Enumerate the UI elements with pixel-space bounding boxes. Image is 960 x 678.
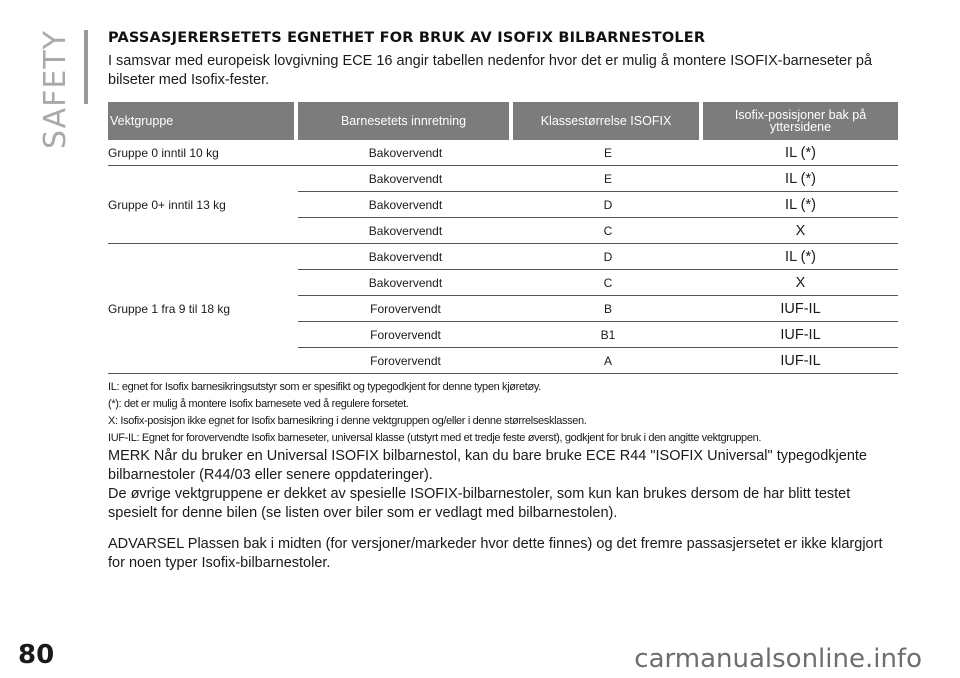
orientation-cell: Forovervendt xyxy=(298,322,513,348)
intro-paragraph: I samsvar med europeisk lovgivning ECE 16 angir tabellen nedenfor hvor det er mulig å montere ISOFIX-barneseter på bilseter med Isofix-fester. xyxy=(108,53,873,88)
section-label: SAFETY xyxy=(38,30,73,149)
table-row xyxy=(108,166,898,192)
orientation-cell: Bakovervendt xyxy=(298,244,513,270)
orientation-cell: Bakovervendt xyxy=(298,270,513,296)
note-iuf-il: IUF-IL: Egnet for forovervendte Isofix barneseter, universal klasse (utstyrt med et tredje feste øverst), godkjent for bruk i den angitte vektgruppen. xyxy=(108,432,762,444)
orientation-cell: Forovervendt xyxy=(298,296,513,322)
table-body xyxy=(108,140,898,374)
size-class-cell: B1 xyxy=(513,322,703,348)
size-class-cell: E xyxy=(513,140,703,166)
table-header-row xyxy=(108,102,898,140)
size-class-cell: D xyxy=(513,192,703,218)
position-cell: X xyxy=(703,270,898,296)
orientation-cell: Bakovervendt xyxy=(298,192,513,218)
legend-notes xyxy=(108,379,898,447)
size-class-cell: D xyxy=(513,244,703,270)
note-asterisk: (*): det er mulig å montere Isofix barnesete ved å regulere forsetet. xyxy=(108,398,409,410)
position-cell: IL (*) xyxy=(703,192,898,218)
header-orientation: Barnesetets innretning xyxy=(298,102,513,140)
orientation-cell: Bakovervendt xyxy=(298,140,513,166)
page-number: 80 xyxy=(18,640,55,670)
weight-group-cell: Gruppe 1 fra 9 til 18 kg xyxy=(108,244,298,374)
note-paragraph: MERK Når du bruker en Universal ISOFIX bilbarnestol, kan du bare bruke ECE R44 "ISOFIX Universal" typegodkjente bilbarnestoler (R44/03 eller senere oppdateringer). xyxy=(108,448,867,483)
header-size-class: Klassestørrelse ISOFIX xyxy=(513,102,703,140)
position-cell: IL (*) xyxy=(703,140,898,166)
note-x: X: Isofix-posisjon ikke egnet for Isofix barnesikring i denne vektgruppen og/eller i denne størrelsesklassen. xyxy=(108,415,587,427)
position-cell: X xyxy=(703,218,898,244)
header-weight-group: Vektgruppe xyxy=(108,102,298,140)
size-class-cell: E xyxy=(513,166,703,192)
weight-group-cell: Gruppe 0+ inntil 13 kg xyxy=(108,166,298,244)
page-heading: PASSASJERERSETETS EGNETHET FOR BRUK AV ISOFIX BILBARNESTOLER xyxy=(108,30,706,46)
isofix-table xyxy=(108,102,898,374)
warning-paragraph: ADVARSEL Plassen bak i midten (for versjoner/markeder hvor dette finnes) og det fremre passasjersetet er ikke klargjort for noen typer Isofix-bilbarnestoler. xyxy=(108,536,883,571)
header-positions: Isofix-posisjoner bak på yttersidene xyxy=(703,102,898,140)
position-cell: IL (*) xyxy=(703,244,898,270)
size-class-cell: B xyxy=(513,296,703,322)
orientation-cell: Bakovervendt xyxy=(298,166,513,192)
size-class-cell: A xyxy=(513,348,703,374)
size-class-cell: C xyxy=(513,218,703,244)
position-cell: IUF-IL xyxy=(703,296,898,322)
size-class-cell: C xyxy=(513,270,703,296)
table-row xyxy=(108,140,898,166)
position-cell: IL (*) xyxy=(703,166,898,192)
weight-group-cell: Gruppe 0 inntil 10 kg xyxy=(108,140,298,166)
table-row xyxy=(108,244,898,270)
info-paragraph: De øvrige vektgruppene er dekket av spesielle ISOFIX-bilbarnestoler, som kun kan brukes dersom de har blitt testet spesielt for denne bilen (se listen over biler som er vedlagt med bilbarnestolen). xyxy=(108,486,851,521)
main-content xyxy=(108,30,898,573)
note-il: IL: egnet for Isofix barnesikringsutstyr som er spesifikt og typegodkjent for denne typen kjøretøy. xyxy=(108,381,541,393)
orientation-cell: Forovervendt xyxy=(298,348,513,374)
position-cell: IUF-IL xyxy=(703,348,898,374)
position-cell: IUF-IL xyxy=(703,322,898,348)
orientation-cell: Bakovervendt xyxy=(298,218,513,244)
watermark: carmanualsonline.info xyxy=(634,644,922,674)
section-divider xyxy=(84,30,88,104)
